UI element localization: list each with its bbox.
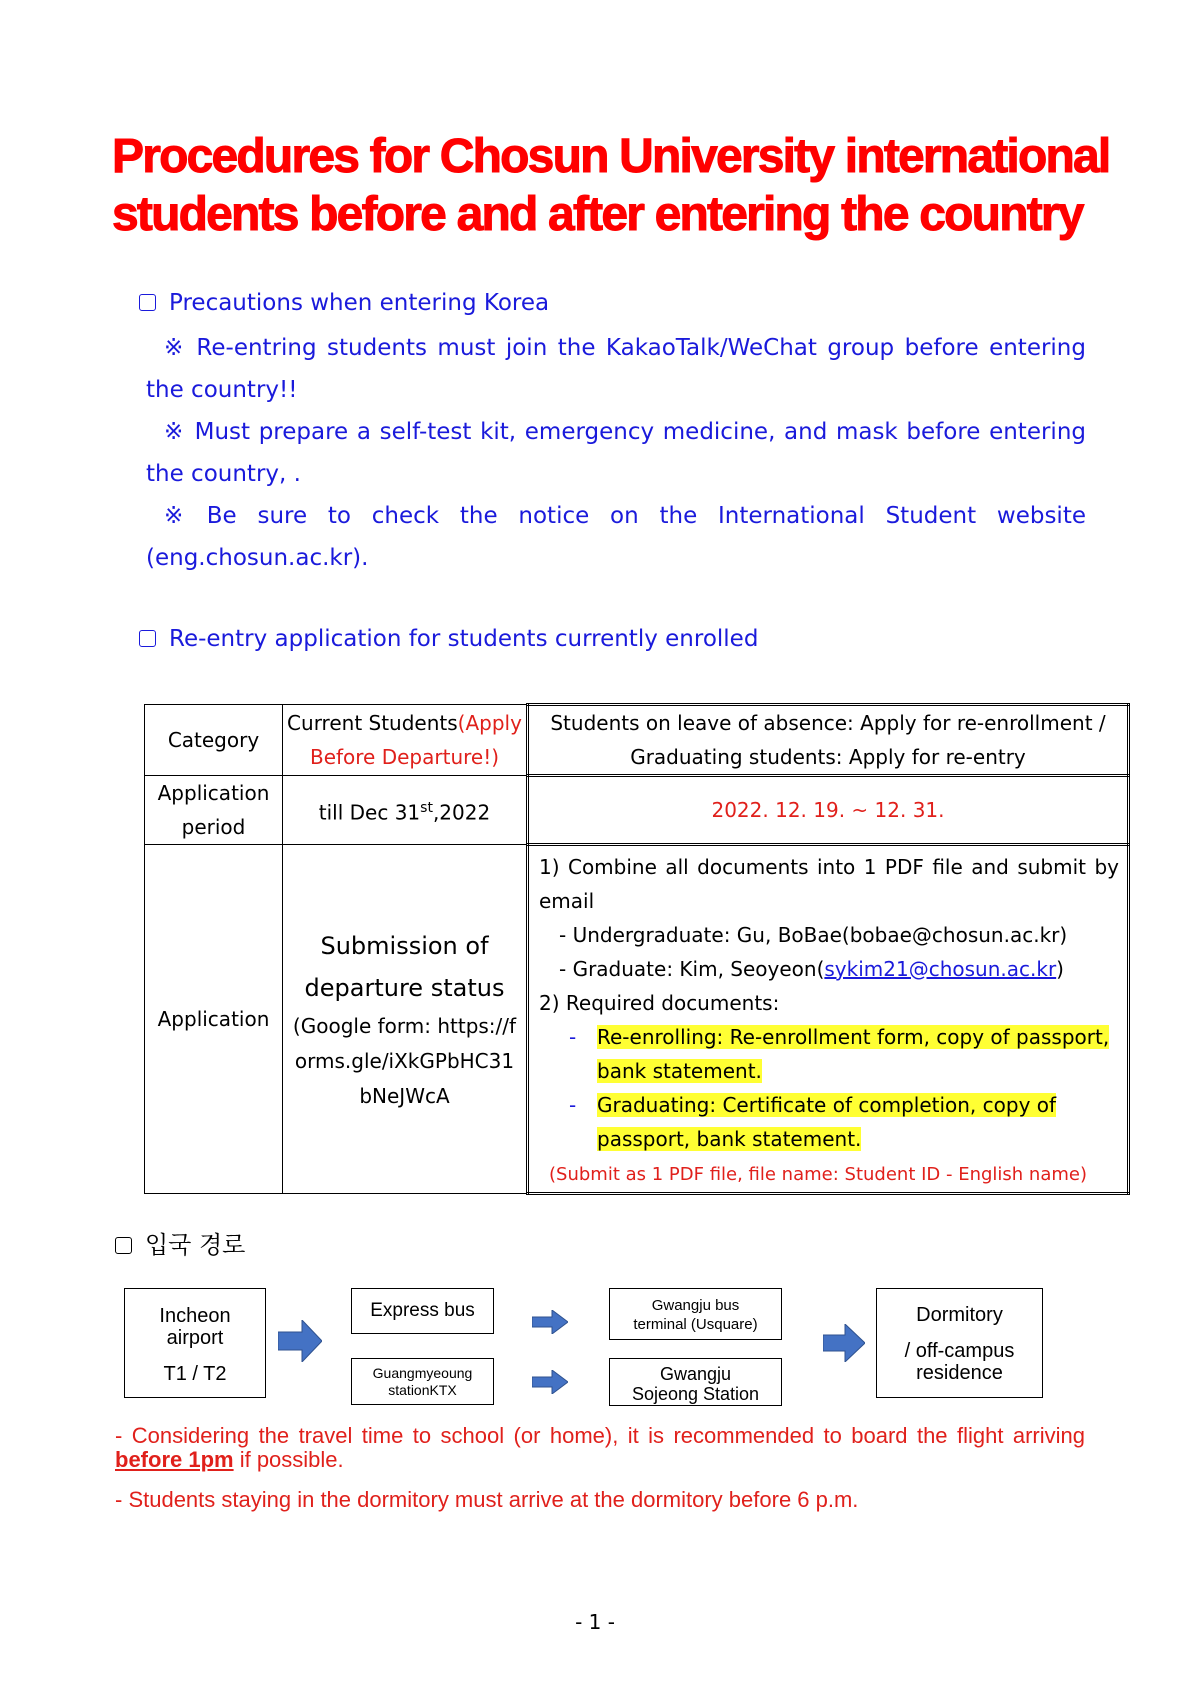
flow-arrow-icon [532,1370,568,1394]
precaution-note-2: ※ Must prepare a self-test kit, emergency medicine, and mask before entering the country, . [146,419,1086,487]
table-header-row [145,705,1129,776]
page-title [112,128,1110,244]
flow-ktx-station: Guangmyeoung stationKTX [351,1358,494,1405]
header-current-students: Current Students(Apply Before Departure!) [283,705,528,776]
table-row-period [145,776,1129,845]
current-application: Submission of departure status (Google form: https://forms.gle/iXkGPbHC31bNeJWcA [283,845,528,1194]
current-period: till Dec 31st,2022 [283,776,528,845]
header-category: Category [145,705,283,776]
checkbox-square-icon [115,1237,132,1254]
reentry-table [144,703,1130,1195]
reference-mark-icon: ※ [164,419,185,445]
page-number: - 1 - [575,1610,615,1634]
precaution-note-1: ※ Re-entring students must join the KakaoTalk/WeChat group before entering the country!! [146,335,1086,403]
section-heading-text: Re-entry application for students currently enrolled [169,626,759,652]
checkbox-square-icon [139,294,156,311]
reference-mark-icon: ※ [164,335,187,361]
flow-express-bus: Express bus [351,1288,494,1334]
table-row-application [145,845,1129,1194]
section-heading-text: Precautions when entering Korea [169,290,550,316]
flow-arrow-icon [823,1324,865,1362]
title-line-2: students before and after entering the country [112,188,1083,241]
header-leave-graduating: Students on leave of absence: Apply for re-enrollment / Graduating students: Apply for re-entry [528,705,1129,776]
section-reentry-heading [139,626,758,652]
leave-application: 1) Combine all documents into 1 PDF file and submit by email - Undergraduate: Gu, BoBae(bobae@chosun.ac.kr) - Graduate: Kim, Seoyeon(sykim21@chosun.ac.kr) 2) Required documents: - Re-enrolling: Re-enrollment form, copy of passport, bank statement. - Graduating: Certificate of completion, copy of passport, bank statement. (Submit as 1 PDF file, file name: Student ID - English name) [528,845,1129,1194]
graduate-email-link[interactable]: sykim21@chosun.ac.kr [824,957,1057,981]
flow-dormitory: Dormitory / off-campus residence [876,1288,1043,1398]
note-flight-time: - Considering the travel time to school (or home), it is recommended to board the flight arriving before 1pm if possible. [115,1423,1085,1472]
flow-gwangju-bus-terminal: Gwangju bus terminal (Usquare) [609,1288,782,1340]
reference-mark-icon: ※ [164,503,197,529]
reenrolling-docs: - Re-enrolling: Re-enrollment form, copy of passport, bank statement. [569,1025,1110,1083]
leave-period: 2022. 12. 19. ~ 12. 31. [528,776,1129,845]
flow-arrow-icon [532,1310,568,1334]
flow-gwangju-sojeong-station: Gwangju Sojeong Station [609,1358,782,1406]
precaution-note-3: ※ Be sure to check the notice on the International Student website (eng.chosun.ac.kr). [146,503,1086,571]
flow-arrow-icon [278,1320,322,1362]
graduating-docs: - Graduating: Certificate of completion, copy of passport, bank statement. [569,1093,1057,1151]
section-heading-text: 입국 경로 [145,1231,246,1259]
checkbox-square-icon [139,630,156,647]
title-line-1: Procedures for Chosun University international [112,130,1110,183]
section-precautions-heading [139,290,549,316]
label-application: Application [145,845,283,1194]
note-dormitory-arrival: - Students staying in the dormitory must arrive at the dormitory before 6 p.m. [115,1487,859,1512]
flow-incheon-airport: Incheon airport T1 / T2 [124,1288,266,1398]
section-entry-route-heading [115,1225,245,1260]
label-application-period: Application period [145,776,283,845]
